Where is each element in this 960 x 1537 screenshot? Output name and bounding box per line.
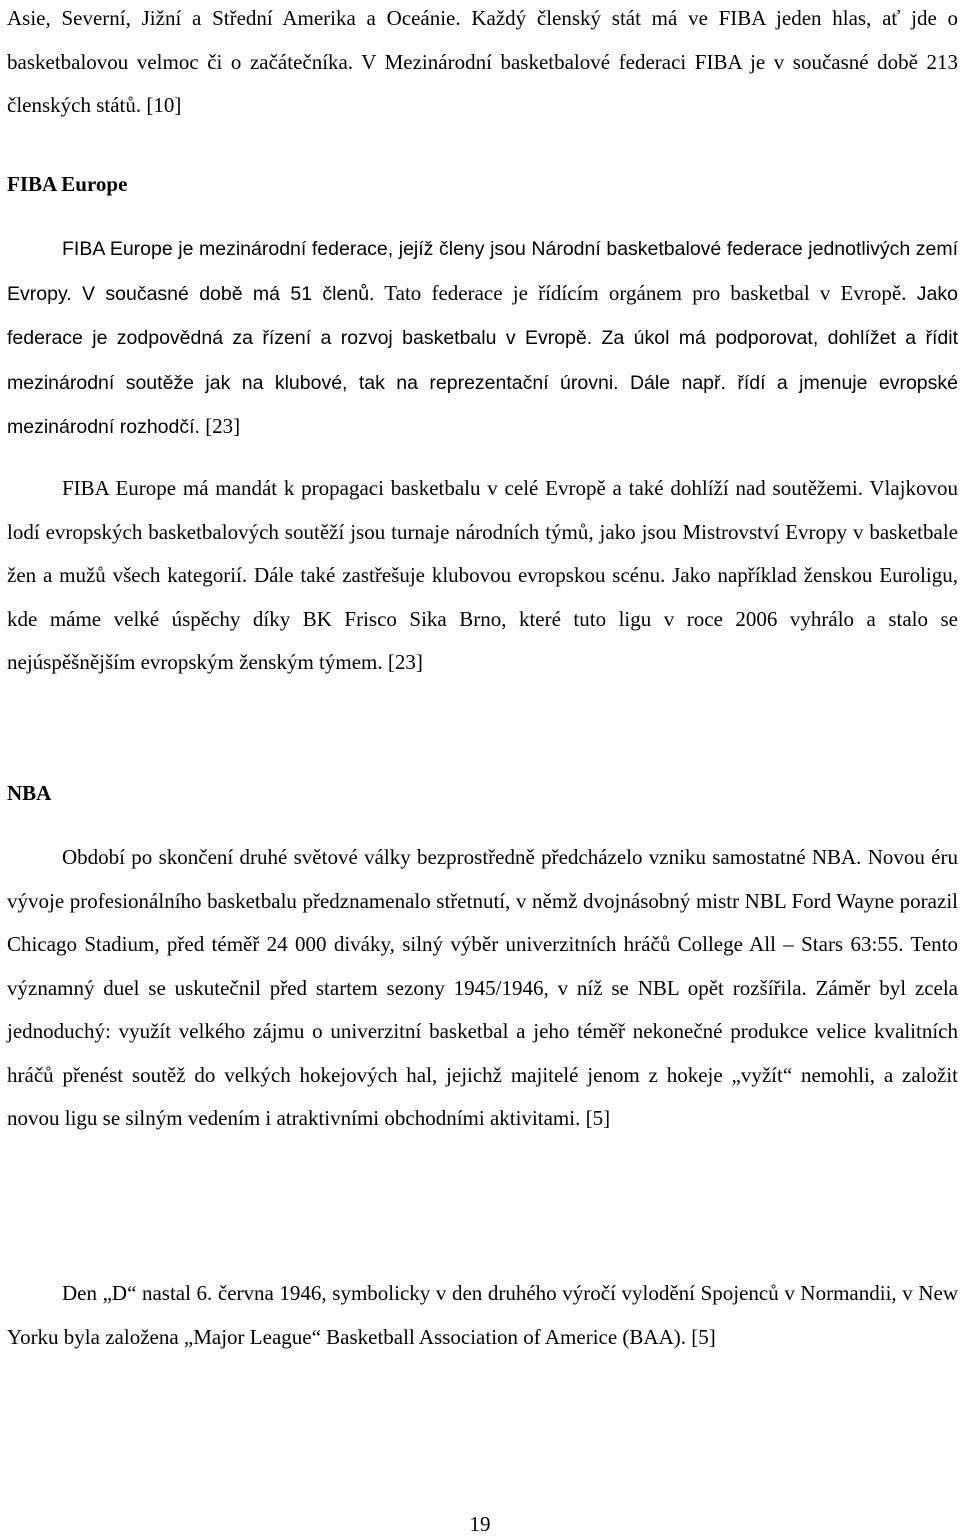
fiba-europe-paragraph-1-part-4: [23] [199,414,241,438]
fiba-europe-paragraph-1 [7,227,958,450]
fiba-europe-paragraph-1-part-1: FIBA Europe je mezinárodní federace, jejíž členy jsou Národní basketbalové federace jednotlivých zemí Evropy. V současné době má 51 členů. [7,238,958,305]
fiba-europe-heading: FIBA Europe [7,172,128,196]
fiba-europe-paragraph-1-part-3: Jako federace je zodpovědná za řízení a rozvoj basketbalu v Evropě. Za úkol má podporovat, dohlížet a řídit mezinárodní soutěže jak na klubové, tak na reprezentační úrovni. Dále např. řídí a jmenuje evropské mezinárodní rozhodčí. [7,282,958,438]
nba-paragraph-2: Den „D“ nastal 6. června 1946, symbolicky v den druhého výročí vylodění Spojenců v Normandii, v New Yorku byla založena „Major League“ Basketball Association of Americe (BAA). [5] [7,1281,958,1349]
nba-heading: NBA [7,781,52,805]
nba-paragraph-1: Období po skončení druhé světové války bezprostředně předcházelo vzniku samostatné NBA. Novou éru vývoje profesionálního basketbalu předznamenalo střetnutí, v němž dvojnásobný mistr NBL Ford Wayne porazil Chicago Stadium, před téměř 24 000 diváky, silný výběr univerzitních hráčů College All – Stars 63:55. Tento významný duel se uskutečnil před startem sezony 1945/1946, v níž se NBL opět rozšířila. Záměr byl zcela jednoduchý: využít velkého zájmu o univerzitní basketbal a jeho téměř nekonečné produkce velice kvalitních hráčů přenést soutěž do velkých hokejových hal, jejichž majitelé jenom z hokeje „vyžít“ nemohli, a založit novou ligu se silným vedením i atraktivními obchodními aktivitami. [5] [7,845,958,1130]
fiba-europe-paragraph-2: FIBA Europe má mandát k propagaci basketbalu v celé Evropě a také dohlíží nad soutěžemi. Vlajkovou lodí evropských basketbalových soutěží jsou turnaje národních týmů, jako jsou Mistrovství Evropy v basketbale žen a mužů všech kategorií. Dále také zastřešuje klubovou evropskou scénu. Jako například ženskou Euroligu, kde máme velké úspěchy díky BK Frisco Sika Brno, které tuto ligu v roce 2006 vyhrálo a stalo se nejúspěšnějším evropským ženským týmem. [23] [7,476,958,674]
page-number: 19 [469,1512,491,1536]
fiba-europe-paragraph-1-part-2: Tato federace je řídícím orgánem pro basketbal v Evropě. [374,280,907,305]
intro-paragraph: Asie, Severní, Jižní a Střední Amerika a Oceánie. Každý členský stát má ve FIBA jeden hlas, ať jde o basketbalovou velmoc či o začátečníka. V Mezinárodní basketbalové federaci FIBA je v současné době 213 členských států. [10] [7,6,958,117]
